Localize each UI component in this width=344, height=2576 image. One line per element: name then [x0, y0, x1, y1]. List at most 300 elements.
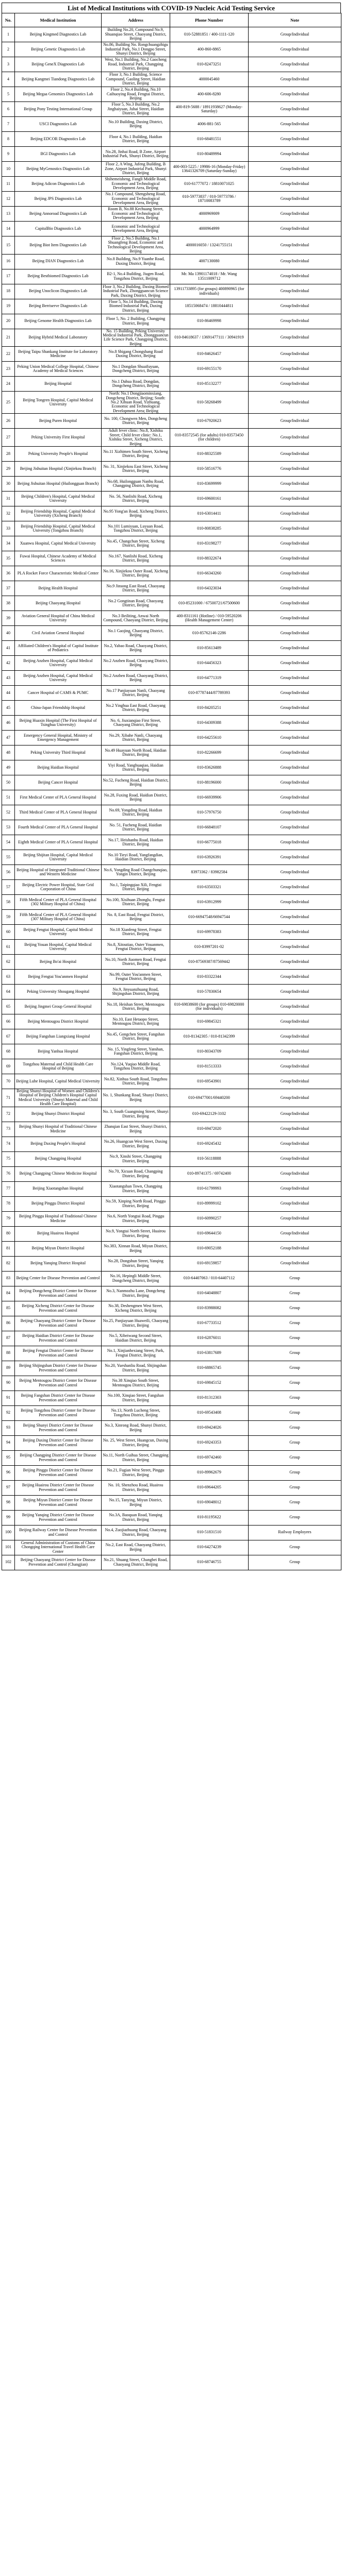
cell-address: No.9, Jinyuanzhuang Road, Shijingshan District, Beijing — [102, 984, 170, 999]
cell-note: Group/Individual — [249, 1059, 341, 1074]
table-row — [2, 581, 341, 596]
table-row — [2, 1166, 341, 1181]
cell-institution: Civil Aviation General Hospital — [15, 625, 102, 640]
cell-no: 39 — [2, 611, 15, 625]
cell-phone: 010-64456323 — [170, 655, 249, 670]
cell-phone: 010-88322674 — [170, 551, 249, 566]
cell-no: 68 — [2, 1044, 15, 1059]
cell-note: Group/Individual — [249, 27, 341, 42]
table-row — [2, 132, 341, 147]
cell-no: 102 — [2, 1555, 15, 1570]
cell-institution: Beijing Genetic Diagnostics Lab — [15, 42, 102, 57]
cell-no: 19 — [2, 299, 15, 314]
cell-address: No.45, Changchun Street, Xicheng District, Beijing — [102, 536, 170, 551]
cell-note: Group/Individual — [249, 909, 341, 924]
cell-phone: 13911733895 (for groups) 400890965 (for individuals) — [170, 284, 249, 299]
cell-phone: 010-66775018 — [170, 835, 249, 850]
cell-address: No.124, Yuqiao Middle Road, Tongzhou District, Beijing — [102, 1059, 170, 1074]
table-row — [2, 269, 341, 284]
cell-no: 5 — [2, 87, 15, 102]
cell-no: 46 — [2, 715, 15, 730]
cell-phone: 010-85231000 / 67500721/67500600 — [170, 596, 249, 611]
table-row — [2, 984, 341, 999]
cell-phone: 400-8311161 (Hotline) / 010-59520206 (Health Management Center) — [170, 611, 249, 625]
cell-phone: 010-68746755 — [170, 1555, 249, 1570]
cell-address: No. 1, Shunkang Road, Shunyi District, Beijing — [102, 1089, 170, 1107]
cell-note: Group — [249, 1361, 341, 1376]
table-row — [2, 27, 341, 42]
cell-note: Group/Individual — [249, 57, 341, 72]
cell-phone: 010-69845321 — [170, 1014, 249, 1029]
cell-no: 79 — [2, 1211, 15, 1226]
cell-note: Group/Individual — [249, 506, 341, 521]
cell-no: 97 — [2, 1480, 15, 1495]
table-row — [2, 177, 341, 192]
cell-no: 1 — [2, 27, 15, 42]
cell-address: No.167, Nanlishi Road, Xicheng District, Beijing — [102, 551, 170, 566]
cell-no: 27 — [2, 429, 15, 447]
cell-no: 88 — [2, 1346, 15, 1361]
cell-address: Zhanqian East Street, Shunyi District, Beijing — [102, 1122, 170, 1137]
table-row — [2, 1525, 341, 1540]
cell-address: No.100, Xinqiao Street, Fangshan District, Beijing — [102, 1391, 170, 1405]
cell-address: No.101 Lumiyuan, Luyuan Road, Tongzhou District, Beijing — [102, 521, 170, 536]
cell-address: No.6, Yongding Road Changchunqiao, Yongin District, Beijing — [102, 865, 170, 879]
cell-no: 6 — [2, 102, 15, 117]
cell-address: No.1 Gaojing, Chaoyang District, Beijing — [102, 625, 170, 640]
cell-address: Floor 2, A Wing, Jufeng Building, B Zone, Airport Industrial Park, Shunyi District, Beijing — [102, 162, 170, 177]
cell-no: 59 — [2, 909, 15, 924]
cell-note: Group/Individual — [249, 865, 341, 879]
table-row — [2, 805, 341, 820]
cell-address: No.3 Beiliting, Anwai North Compound, Chaoyang District, Beijing — [102, 611, 170, 625]
cell-phone: 010-69472020 — [170, 1122, 249, 1137]
cell-phone: 83973362 / 83982584 — [170, 865, 249, 879]
cell-no: 70 — [2, 1074, 15, 1089]
cell-phone: 010-87787444/87789393 — [170, 685, 249, 700]
cell-address: No.20, Yueshanliu Road, Shijingshan District, Beijing — [102, 1361, 170, 1376]
cell-no: 71 — [2, 1089, 15, 1107]
cell-note: Group — [249, 1286, 341, 1301]
cell-no: 86 — [2, 1316, 15, 1331]
cell-institution: Beijing Electric Power Hospital, State Grid Corporation of China — [15, 879, 102, 894]
cell-note: Group/Individual — [249, 760, 341, 775]
cell-phone: 4000969009 — [170, 207, 249, 222]
table-row — [2, 102, 341, 117]
cell-note: Group/Individual — [249, 461, 341, 476]
document — [2, 3, 341, 1570]
cell-institution: Peking University First Hospital — [15, 429, 102, 447]
cell-address: B2-1, No.4 Building, Jiugen Road, Tongzhou District, Beijing — [102, 269, 170, 284]
cell-no: 57 — [2, 879, 15, 894]
cell-note: Group — [249, 1540, 341, 1555]
cell-note: Group/Individual — [249, 984, 341, 999]
cell-institution: Third Medical Center of PLA General Hospital — [15, 805, 102, 820]
cell-institution: Beijing Mentougou District Hospital — [15, 1014, 102, 1029]
cell-phone: 010-80489994 — [170, 147, 249, 162]
cell-note: Group/Individual — [249, 820, 341, 835]
cell-no: 10 — [2, 162, 15, 177]
table-row — [2, 865, 341, 879]
cell-note: Group/Individual — [249, 87, 341, 102]
cell-note: Group/Individual — [249, 1137, 341, 1151]
table-row — [2, 700, 341, 715]
table-row — [2, 1465, 341, 1480]
cell-note: Group/Individual — [249, 521, 341, 536]
table-row — [2, 1510, 341, 1525]
table-row — [2, 1420, 341, 1435]
cell-phone: Mr. Ma 13901174018 / Mr. Wang 13511009712 — [170, 269, 249, 284]
cell-address: No.28, Fuxing Road, Haidian District, Beijing — [102, 790, 170, 805]
cell-address: No.2, Yabao Road, Chaoyang District, Beijing — [102, 640, 170, 655]
table-row — [2, 314, 341, 329]
cell-phone: 010-69477001/69440200 — [170, 1089, 249, 1107]
cell-institution: CapitalBio Diagnostics Lab — [15, 222, 102, 236]
cell-institution: Beijing Daxing District Center for Disease Prevention and Control — [15, 1435, 102, 1450]
cell-note: Group — [249, 1271, 341, 1286]
cell-phone: 010-69155170 — [170, 362, 249, 377]
cell-no: 7 — [2, 117, 15, 132]
cell-institution: Beijing Yanhua Hospital — [15, 1044, 102, 1059]
cell-institution: Beijing Cancer Hospital — [15, 775, 102, 790]
cell-no: 35 — [2, 551, 15, 566]
cell-phone: 010-89999102 — [170, 1196, 249, 1211]
table-row — [2, 1316, 341, 1331]
cell-institution: Beijing Daxing People's Hospital — [15, 1137, 102, 1151]
cell-no: 83 — [2, 1271, 15, 1286]
cell-address: No.26, Huangcun West Street, Daxing District, Beijing — [102, 1137, 170, 1151]
cell-no: 26 — [2, 414, 15, 429]
cell-institution: Beijing GeneX Diagnostics Lab — [15, 57, 102, 72]
cell-no: 13 — [2, 207, 15, 222]
table-row — [2, 414, 341, 429]
table-row — [2, 820, 341, 835]
cell-institution: USCI Diagnostics Lab — [15, 117, 102, 132]
cell-address: No.10 Building, Daxing District, Beijing — [102, 117, 170, 132]
cell-phone: 010-81312303 — [170, 1391, 249, 1405]
cell-address: No.45, Gongchen Street, Fangshan District, Beijing — [102, 1029, 170, 1044]
cell-phone: 010-83997201-02 — [170, 939, 249, 954]
cell-note: Group/Individual — [249, 790, 341, 805]
cell-no: 44 — [2, 685, 15, 700]
cell-address: Floor 3, No.1 Building, Science Compound, Gaoling Street, Haidian District, Beijing — [102, 72, 170, 87]
table-row — [2, 1074, 341, 1089]
cell-note: Group/Individual — [249, 1044, 341, 1059]
cell-institution: Beijing Changping Chinese Medicine Hospital — [15, 1166, 102, 1181]
cell-phone: 010-62876011 — [170, 1331, 249, 1346]
cell-institution: Beijing Railway Center for Disease Prevention and Control — [15, 1525, 102, 1540]
table-row — [2, 491, 341, 506]
cell-address: No. 51, Fucheng Road, Haidian District, Beijing — [102, 820, 170, 835]
cell-institution: Beijing Friendship Hospital, Capital Medical University (Xicheng Branch) — [15, 506, 102, 521]
table-row — [2, 1361, 341, 1376]
cell-phone: 4000045460 — [170, 72, 249, 87]
table-row — [2, 222, 341, 236]
cell-address: Floor 5, No.14 Building, Daxing Biomed Industrial Park, Daxing District, Beijing — [102, 299, 170, 314]
cell-institution: Beijing Biot Item Diagnostics Lab — [15, 236, 102, 255]
table-row — [2, 377, 341, 392]
cell-phone: 010-51831510 — [170, 1525, 249, 1540]
table-row — [2, 850, 341, 865]
cell-note: Group/Individual — [249, 551, 341, 566]
cell-no: 40 — [2, 625, 15, 640]
table-row — [2, 147, 341, 162]
cell-address: No.2 Anzhen Road, Chaoyang District, Beijing — [102, 670, 170, 685]
cell-note: Group — [249, 1480, 341, 1495]
cell-institution: Beijing Miyun District Hospital — [15, 1241, 102, 1256]
cell-note: Group — [249, 1465, 341, 1480]
cell-note: Group/Individual — [249, 414, 341, 429]
cell-note: Group/Individual — [249, 269, 341, 284]
cell-note: Group/Individual — [249, 939, 341, 954]
cell-institution: Beijing Health Hospital — [15, 581, 102, 596]
cell-institution: Beijing Pinggu District Center for Disease Prevention and Control — [15, 1465, 102, 1480]
cell-phone: 010-87569387/87569442 — [170, 954, 249, 969]
cell-no: 2 — [2, 42, 15, 57]
cell-institution: Beijing Fangshan District Center for Disease Prevention and Control — [15, 1391, 102, 1405]
cell-note: Group/Individual — [249, 491, 341, 506]
cell-address: No.1 Compound, Shengsheng Road, Economic and Technological Development Area, Beijing — [102, 192, 170, 207]
cell-phone: 010-81513333 — [170, 1059, 249, 1074]
cell-no: 30 — [2, 476, 15, 491]
cell-no: 12 — [2, 192, 15, 207]
cell-institution: Beijing Mentougou District Center for Disease Prevention and Control — [15, 1376, 102, 1391]
cell-no: 55 — [2, 850, 15, 865]
cell-institution: Beijing Huairou District Center for Disease Prevention and Control — [15, 1480, 102, 1495]
cell-institution: Beijing DIAN Diagnostics Lab — [15, 254, 102, 269]
cell-address: No.28, Jinhai Road, B Zone, Airport Industrial Park, Shunyi District, Beijing — [102, 147, 170, 162]
cell-no: 67 — [2, 1029, 15, 1044]
cell-note: Group/Individual — [249, 1089, 341, 1107]
cell-phone: 010-61799993 — [170, 1181, 249, 1196]
cell-note: Group — [249, 1510, 341, 1525]
cell-no: 69 — [2, 1059, 15, 1074]
cell-address: No. 15 Building, Peking University Medical Industrial Park, Zhongguancun Life Science Park, Changping District, Beijing — [102, 329, 170, 347]
cell-no: 50 — [2, 775, 15, 790]
cell-institution: Beijing Anzhen Hospital, Capital Medical University — [15, 670, 102, 685]
table-row — [2, 284, 341, 299]
table-row — [2, 1405, 341, 1420]
cell-institution: Beijing Berriserve Diagnostics Lab — [15, 299, 102, 314]
table-row — [2, 1286, 341, 1301]
cell-address: No.11, North Guihua Street, Changping District, Beijing — [102, 1450, 170, 1465]
cell-phone: 4007130080 — [170, 254, 249, 269]
cell-note: Group/Individual — [249, 254, 341, 269]
cell-note: Group/Individual — [249, 894, 341, 909]
cell-institution: Aviation General Hospital of China Medical University — [15, 611, 102, 625]
cell-institution: Beijing Unoclicon Diagnostics Lab — [15, 284, 102, 299]
cell-note: Group/Individual — [249, 347, 341, 362]
table-row — [2, 1495, 341, 1510]
table-row — [2, 1450, 341, 1465]
cell-phone: 010-85613489 — [170, 640, 249, 655]
cell-note: Group/Individual — [249, 581, 341, 596]
table-row — [2, 42, 341, 57]
table-row — [2, 745, 341, 760]
cell-institution: Emergency General Hospital, Ministry of Emergency Management — [15, 730, 102, 745]
cell-note: Group/Individual — [249, 476, 341, 491]
cell-no: 43 — [2, 670, 15, 685]
cell-note: Group/Individual — [249, 969, 341, 984]
cell-phone: 010-88325589 — [170, 446, 249, 461]
table-row — [2, 655, 341, 670]
table-row — [2, 392, 341, 414]
table-row — [2, 236, 341, 255]
cell-no: 73 — [2, 1122, 15, 1137]
cell-institution: Beijing EDCOR Diagnostics Lab — [15, 132, 102, 147]
cell-address: No. 10, Shenzhou Road, Huairou District, Beijing — [102, 1480, 170, 1495]
cell-phone: 010-81195622 — [170, 1510, 249, 1525]
cell-phone: 010-66848107 — [170, 820, 249, 835]
table-row — [2, 1196, 341, 1211]
cell-institution: Beijing Friendship Hospital, Capital Medical University (Tongzhou Branch) — [15, 521, 102, 536]
cell-institution: Beijing Fengtai Hospital, Capital Medical University — [15, 924, 102, 939]
cell-no: 92 — [2, 1405, 15, 1420]
cell-phone: 4006-881-565 — [170, 117, 249, 132]
cell-note: Group/Individual — [249, 536, 341, 551]
table-row — [2, 72, 341, 87]
cell-address: No.16, Hepingli Middle Street, Dongcheng District, Beijing — [102, 1271, 170, 1286]
cell-no: 63 — [2, 969, 15, 984]
cell-note: Group/Individual — [249, 655, 341, 670]
cell-address: Yiyi Road, Yanghuaqiao, Haidian District, Beijing — [102, 760, 170, 775]
table-row — [2, 1029, 341, 1044]
cell-no: 34 — [2, 536, 15, 551]
table-row — [2, 969, 341, 984]
table-row — [2, 1122, 341, 1137]
cell-institution: Beijing Taipu Shankang Institute for Laboratory Medicine — [15, 347, 102, 362]
cell-note: Group/Individual — [249, 879, 341, 894]
cell-address: No.9, Xinshi Street, Changping District, Beijing — [102, 1151, 170, 1166]
cell-no: 49 — [2, 760, 15, 775]
cell-institution: Beijing Tongren Hospital, Capital Medical University — [15, 392, 102, 414]
cell-no: 25 — [2, 392, 15, 414]
table-row — [2, 685, 341, 700]
table-row — [2, 760, 341, 775]
cell-institution: Beijing Haidian Hospital — [15, 760, 102, 775]
cell-phone: 010-84618637 / 13691477111 / 30941919 — [170, 329, 249, 347]
cell-phone: 400-860-8865 — [170, 42, 249, 57]
cell-phone: 010-68481551 — [170, 132, 249, 147]
cell-phone: 010-52881851 / 400-1111-120 — [170, 27, 249, 42]
cell-phone: 400-003-5225 / 19986-16 (Monday-Friday) 13641326709 (Saturday-Sunday) — [170, 162, 249, 177]
cell-phone: 010-69845152 — [170, 1376, 249, 1391]
cell-phone: 010-58516776 — [170, 461, 249, 476]
cell-address: No.59, Xinping North Road, Pinggu District, Beijing — [102, 1196, 170, 1211]
cell-institution: Beijing Shunyi Hospital of Traditional Chinese Medicine — [15, 1122, 102, 1137]
table-row — [2, 254, 341, 269]
cell-no: 23 — [2, 362, 15, 377]
cell-no: 41 — [2, 640, 15, 655]
table-row — [2, 924, 341, 939]
table-row — [2, 1137, 341, 1151]
cell-phone: 010-85762146-2286 — [170, 625, 249, 640]
table-row — [2, 715, 341, 730]
cell-note: Group/Individual — [249, 446, 341, 461]
cell-note: Group/Individual — [249, 222, 341, 236]
cell-institution: Tongzhou Maternal and Child Health Care Hospital of Beijing — [15, 1059, 102, 1074]
table-row — [2, 640, 341, 655]
cell-address: Shihemeisheng, Fangli Middle Road, Economic and Technological Development Area, Beijing — [102, 177, 170, 192]
cell-address: Building No.20, Compound No.9, Shuanqiao Street, Chaoyang District, Beijing — [102, 27, 170, 42]
cell-institution: Xuanwu Hospital, Capital Medical University — [15, 536, 102, 551]
cell-phone: 010-66939906 — [170, 790, 249, 805]
cell-no: 21 — [2, 329, 15, 347]
cell-institution: Beijing Anzhen Hospital, Capital Medical University — [15, 655, 102, 670]
header-no: No. — [2, 13, 15, 27]
cell-address: Room B, No.88 Kechuang Street, Economic and Technological Development Area, Beijing — [102, 207, 170, 222]
cell-no: 31 — [2, 491, 15, 506]
cell-address: No.52, Fucheng Road, Haidian District, Beijing — [102, 775, 170, 790]
cell-note: Group — [249, 1555, 341, 1570]
table-row — [2, 879, 341, 894]
cell-institution: Beijing Xicheng District Center for Disease Prevention and Control — [15, 1301, 102, 1316]
cell-no: 14 — [2, 222, 15, 236]
cell-note: Group/Individual — [249, 805, 341, 820]
cell-note: Group — [249, 1405, 341, 1420]
table-row — [2, 775, 341, 790]
table-row — [2, 1435, 341, 1450]
cell-phone: 010-66947548/66947544 — [170, 909, 249, 924]
cell-address: No.8, Xitoutiao, Outer Youanmen, Fengtai District, Beijing — [102, 939, 170, 954]
cell-address: Floor 5, No.3 Building, No.2 Jinghaiyuan, Juhai Street, Haidian District, Beijing — [102, 102, 170, 117]
cell-address: No.10 Tieyi Road, Yangfangdian, Haidian District, Beijing — [102, 850, 170, 865]
cell-address: Floor 2, No.5 Building, No.1 Shuangfeng Road, Economic and Technological Development Area, Beijing — [102, 236, 170, 255]
cell-note: Group/Individual — [249, 377, 341, 392]
cell-institution: Peking University People's Hospital — [15, 446, 102, 461]
cell-address: No.15, Tanying, Miyun District, Beijing — [102, 1495, 170, 1510]
table-row — [2, 625, 341, 640]
cell-phone: 010-83699999 — [170, 476, 249, 491]
table-row — [2, 521, 341, 536]
cell-institution: Beijing Xiaotangshan Hospital — [15, 1181, 102, 1196]
cell-address: Adult fever clinic: No.8, Xishiku Street; Child fever clinic: No.1, Xishiku Street, Xicheng District, Beijing — [102, 429, 170, 447]
cell-note: Group/Individual — [249, 954, 341, 969]
cell-no: 94 — [2, 1435, 15, 1450]
cell-phone: 010-63912999 — [170, 894, 249, 909]
document-title: List of Medical Institutions with COVID-19 Nucleic Acid Testing Service — [2, 3, 341, 13]
cell-phone: 010-80838285 — [170, 521, 249, 536]
cell-phone: 010-69159857 — [170, 1256, 249, 1271]
cell-no: 51 — [2, 790, 15, 805]
cell-institution: Beijing JPS Diagnostics Lab — [15, 192, 102, 207]
cell-note: Group/Individual — [249, 999, 341, 1014]
cell-no: 16 — [2, 254, 15, 269]
cell-institution: Beijing Shunyi Hospital of Women and Children's Hospital of Beijing Children's Hospital Capital Medical University (Shunyi Maternal and Child Health Care Hospital) — [15, 1089, 102, 1107]
cell-no: 48 — [2, 745, 15, 760]
cell-institution: Beijing Shunyi District Center for Disease Prevention and Control — [15, 1420, 102, 1435]
cell-no: 54 — [2, 835, 15, 850]
cell-note: Group — [249, 1346, 341, 1361]
cell-no: 81 — [2, 1241, 15, 1256]
table-row — [2, 551, 341, 566]
cell-institution: PLA Rocket Force Characteristic Medical Center — [15, 566, 102, 581]
table-header-row — [2, 13, 341, 27]
table-row — [2, 1391, 341, 1405]
cell-phone: 010-84626457 — [170, 347, 249, 362]
cell-phone: 010-60990257 — [170, 1211, 249, 1226]
table-row — [2, 429, 341, 447]
table-row — [2, 939, 341, 954]
cell-note: Railway Employees — [249, 1525, 341, 1540]
cell-phone: 010-69052188 — [170, 1241, 249, 1256]
cell-institution: Beijing Luhe Hospital, Capital Medical University — [15, 1074, 102, 1089]
cell-note: Group/Individual — [249, 117, 341, 132]
cell-address: No.21, Fugian West Street, Pinggu District, Beijing — [102, 1465, 170, 1480]
cell-institution: Beijing Jishuitan Hospital (Xinjiekou Branch) — [15, 461, 102, 476]
cell-address: No.28, Dongshun Street, Yanqing District, Beijing — [102, 1256, 170, 1271]
cell-no: 9 — [2, 147, 15, 162]
